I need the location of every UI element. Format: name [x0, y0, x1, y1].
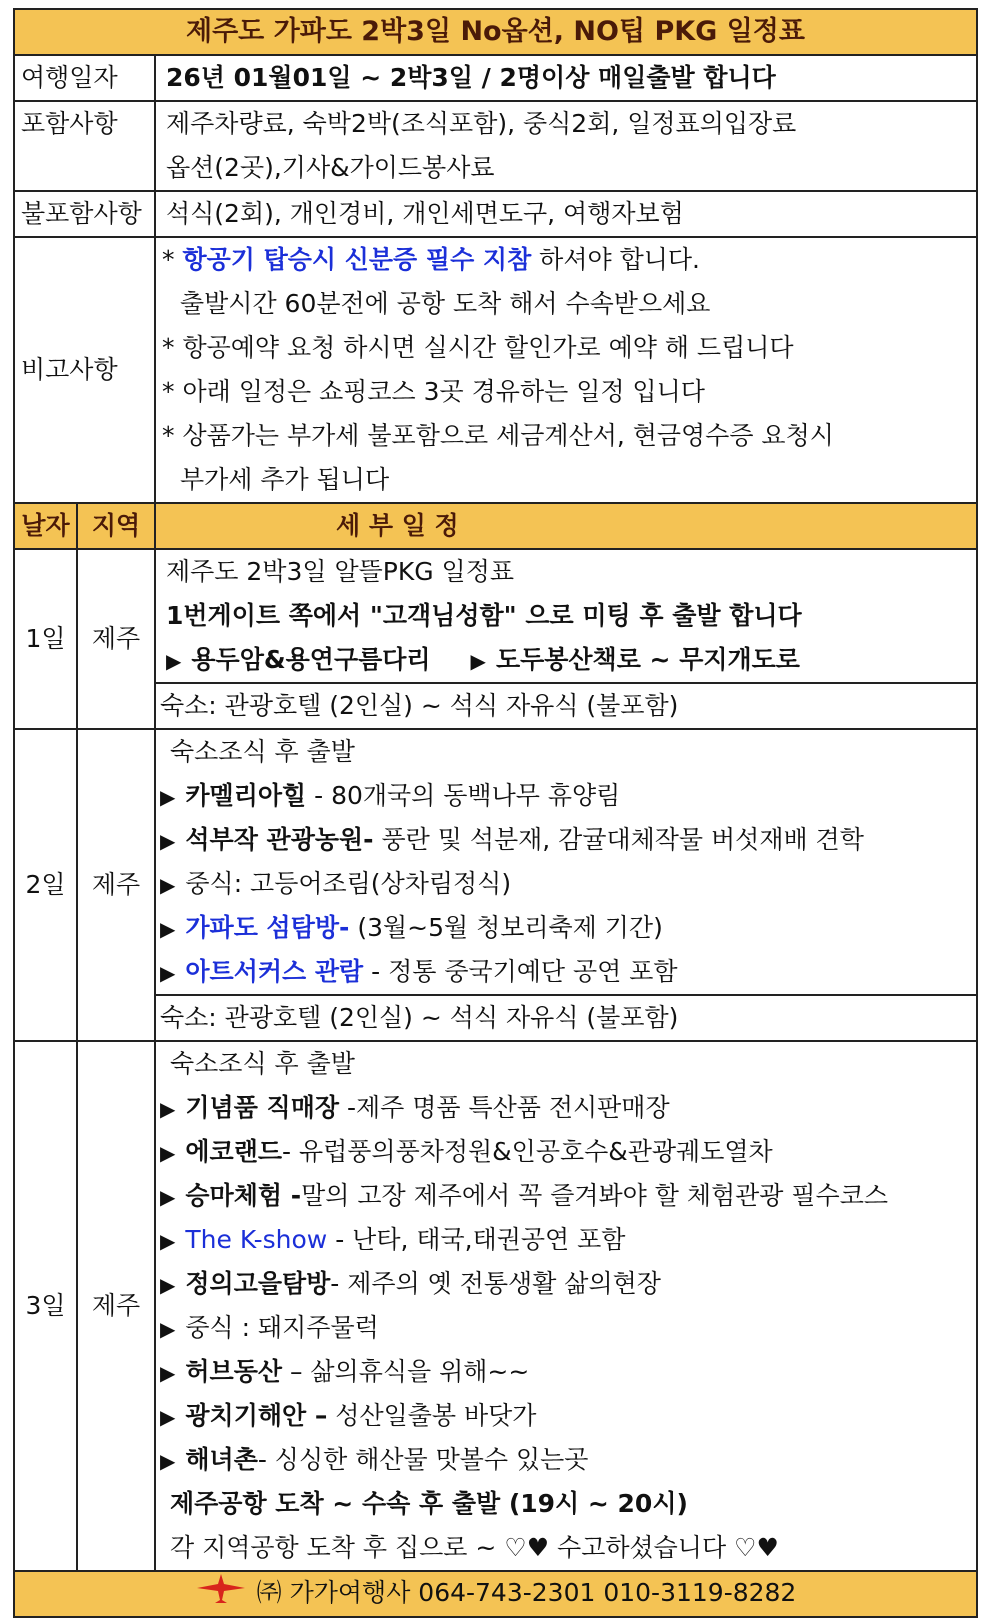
day1-spot: 용두암&용연구름다리	[191, 645, 431, 674]
item-desc: – 삶의휴식을 위해~~	[282, 1357, 530, 1386]
itinerary-table	[13, 8, 978, 1618]
item-desc: 말의 고장 제주에서 꼭 즐겨봐야 할 체험관광 필수코스	[301, 1181, 889, 1210]
incl-line: 제주차량료, 숙박2박(조식포함), 중식2회, 일정표의입장료	[166, 109, 797, 138]
note-bullet: *	[162, 245, 183, 274]
triangle-icon: ▶	[160, 1317, 176, 1341]
note-value	[155, 237, 977, 503]
info-excl-row	[14, 191, 977, 237]
item-desc: (3월~5월 청보리축제 기간)	[349, 913, 663, 942]
triangle-icon: ▶	[470, 649, 486, 673]
item-name: 기념품 직매장	[185, 1093, 339, 1122]
date-value: 26년 01월01일 ~ 2박3일 / 2명이상 매일출발 합니다	[155, 55, 977, 101]
info-date-row	[14, 55, 977, 101]
triangle-icon: ▶	[160, 1229, 176, 1253]
day1-line: 1번게이트 쪽에서 "고객님성함" 으로 미팅 후 출발 합니다	[166, 601, 802, 630]
note-line: 부가세 추가 됩니다	[180, 465, 390, 494]
day2-item	[160, 950, 970, 994]
item-name: 광치기해안 –	[185, 1401, 328, 1430]
item-desc: -제주 명품 특산품 전시판매장	[339, 1093, 670, 1122]
day2-item	[160, 774, 970, 818]
itinerary-sheet	[13, 8, 976, 1618]
day2-day: 2일	[14, 729, 77, 1041]
header-day: 날자	[14, 503, 77, 549]
triangle-icon: ▶	[160, 829, 176, 853]
triangle-icon: ▶	[160, 1097, 176, 1121]
date-label: 여행일자	[14, 55, 155, 101]
excl-value: 석식(2회), 개인경비, 개인세면도구, 여행자보험	[155, 191, 977, 237]
footer	[14, 1571, 977, 1617]
item-name: 가파도 섬탐방-	[185, 913, 350, 942]
day1-detail	[155, 549, 977, 683]
day3-item	[160, 1394, 970, 1438]
day3-item	[160, 1438, 970, 1482]
day3-item	[160, 1174, 970, 1218]
day3-item	[160, 1306, 970, 1350]
item-name: 아트서커스 관람	[185, 957, 364, 986]
item-desc: 중식: 고등어조림(상차림정식)	[185, 869, 512, 898]
item-desc: 성산일출봉 바닷가	[327, 1401, 537, 1430]
item-desc: - 유럽풍의풍차정원&인공호수&관광궤도열차	[282, 1137, 773, 1166]
excl-label: 불포함사항	[14, 191, 155, 237]
note-line: 출발시간 60분전에 공항 도착 해서 수속받으세요	[180, 289, 711, 318]
triangle-icon: ▶	[160, 873, 176, 897]
item-name: 에코랜드	[185, 1137, 282, 1166]
day3-day: 3일	[14, 1041, 77, 1571]
day2-item	[160, 906, 970, 950]
day3-item	[160, 1218, 970, 1262]
day1-hotel-row	[14, 683, 977, 729]
note-label: 비고사항	[14, 237, 155, 503]
note-text: 하셔야 합니다.	[531, 245, 700, 274]
triangle-icon: ▶	[160, 1185, 176, 1209]
day1-day: 1일	[14, 549, 77, 729]
triangle-icon: ▶	[160, 917, 176, 941]
note-line: * 아래 일정은 쇼핑코스 3곳 경유하는 일정 입니다	[162, 377, 705, 406]
day2-line: 숙소조식 후 출발	[170, 737, 355, 766]
item-desc: - 싱싱한 해산물 맛볼수 있는곳	[257, 1445, 589, 1474]
day3-item	[160, 1086, 970, 1130]
item-desc: - 정통 중국기예단 공연 포함	[363, 957, 678, 986]
triangle-icon: ▶	[166, 649, 182, 673]
day2-hotel-row	[14, 995, 977, 1041]
page-title: 제주도 가파도 2박3일 No옵션, NO팁 PKG 일정표	[14, 9, 977, 55]
info-incl-row	[14, 101, 977, 191]
day1-line	[166, 638, 970, 682]
incl-line: 옵션(2곳),기사&가이드봉사료	[166, 153, 495, 182]
day2-hotel: 숙소: 관광호텔 (2인실) ~ 석식 자유식 (불포함)	[155, 995, 977, 1041]
day3-detail	[155, 1041, 977, 1571]
day3-item	[160, 1262, 970, 1306]
triangle-icon: ▶	[160, 1405, 176, 1429]
day3-line: 숙소조식 후 출발	[170, 1049, 355, 1078]
day3-item	[160, 1130, 970, 1174]
note-line: * 항공예약 요청 하시면 실시간 할인가로 예약 해 드립니다	[162, 333, 794, 362]
item-name: The K-show	[185, 1225, 328, 1254]
item-desc: - 제주의 옛 전통생활 삶의현장	[330, 1269, 661, 1298]
day3-line: 각 지역공항 도착 후 집으로 ~ ♡♥ 수고하셨습니다 ♡♥	[170, 1533, 779, 1562]
day3-line: 제주공항 도착 ~ 수속 후 출발 (19시 ~ 20시)	[170, 1489, 688, 1518]
day2-region: 제주	[77, 729, 155, 1041]
day1-row	[14, 549, 977, 683]
day3-row	[14, 1041, 977, 1571]
note-id-warning: 항공기 탑승시 신분증 필수 지참	[182, 245, 532, 274]
day1-line: 제주도 2박3일 알뜰PKG 일정표	[166, 557, 514, 586]
footer-row	[14, 1571, 977, 1617]
header-region: 지역	[77, 503, 155, 549]
item-name: 해녀촌	[185, 1445, 258, 1474]
day2-item	[160, 818, 970, 862]
day1-hotel: 숙소: 관광호텔 (2인실) ~ 석식 자유식 (불포함)	[155, 683, 977, 729]
incl-value	[155, 101, 977, 191]
day1-region: 제주	[77, 549, 155, 729]
airplane-logo-icon	[195, 1572, 247, 1616]
item-name: 허브동산	[185, 1357, 282, 1386]
triangle-icon: ▶	[160, 1273, 176, 1297]
note-line: * 상품가는 부가세 불포함으로 세금계산서, 현금영수증 요청시	[162, 421, 834, 450]
day3-region: 제주	[77, 1041, 155, 1571]
note-line	[162, 238, 970, 282]
info-note-row	[14, 237, 977, 503]
triangle-icon: ▶	[160, 1449, 176, 1473]
triangle-icon: ▶	[160, 1361, 176, 1385]
item-desc: - 80개국의 동백나무 휴양림	[306, 781, 621, 810]
header-detail: 세 부 일 정	[155, 503, 977, 549]
day1-spot: 도두봉산책로 ~ 무지개도로	[495, 645, 800, 674]
item-name: 승마체험 -	[185, 1181, 302, 1210]
day3-item	[160, 1350, 970, 1394]
triangle-icon: ▶	[160, 1141, 176, 1165]
incl-label: 포함사항	[14, 101, 155, 191]
schedule-header-row	[14, 503, 977, 549]
item-name: 석부작 관광농원-	[185, 825, 374, 854]
item-name: 카멜리아힐	[185, 781, 307, 810]
item-desc: 중식 : 돼지주물럭	[185, 1313, 379, 1342]
triangle-icon: ▶	[160, 961, 176, 985]
triangle-icon: ▶	[160, 785, 176, 809]
day2-row	[14, 729, 977, 995]
day2-detail	[155, 729, 977, 995]
item-desc: 풍란 및 석분재, 감귤대체작물 버섯재배 견학	[373, 825, 864, 854]
item-desc: - 난타, 태국,태권공연 포함	[327, 1225, 626, 1254]
day2-item	[160, 862, 970, 906]
item-name: 정의고을탐방	[185, 1269, 331, 1298]
company-contact: ㈜ 가가여행사 064-743-2301 010-3119-8282	[256, 1578, 797, 1607]
